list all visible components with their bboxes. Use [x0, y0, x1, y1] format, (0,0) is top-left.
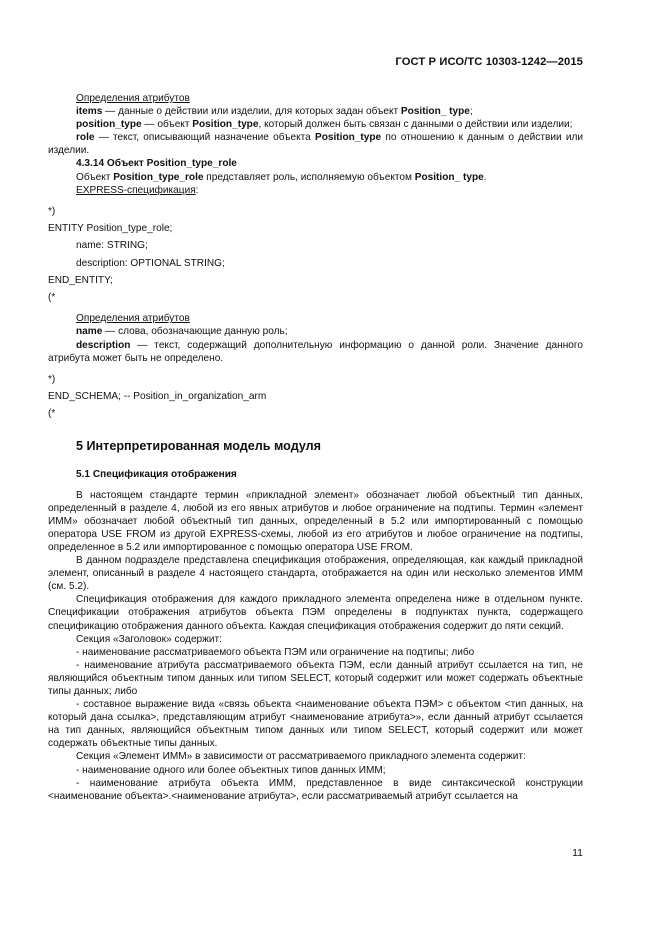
paragraph: В настоящем стандарте термин «прикладной элемент» обозначает любой объектный тип данных, определенный в разделе 4, любой из его явных атрибутов и любое ограничение на подтипы. Термин «элемент ИММ» обозначает любой объектный тип данных, определенный в 5.2 или импортированный с помощью оператора USE FROM из другой EXPRESS-схемы, любой из его атрибутов и любое ограничение на подтипы, определенное в 5.2 или импортированное с помощью оператора USE FROM.	[48, 489, 583, 553]
page-number: 11	[572, 847, 583, 859]
document-body	[48, 92, 583, 803]
code-line: name: STRING;	[76, 240, 148, 252]
paragraph: В данном подразделе представлена спецификация отображения, определяющая, как каждый прикладной элемент, описанный в разделе 4 настоящего стандарта, отображается на один или несколько элементов ИММ (см. 5.2).	[48, 555, 583, 593]
document-header: ГОСТ Р ИСО/ТС 10303-1242—2015	[395, 56, 583, 68]
code-line: (*	[48, 408, 56, 420]
attribute-items: items — данные о действии или изделии, для которых задан объект Position_ type;	[76, 106, 473, 118]
code-line: *)	[48, 206, 56, 218]
paragraph: Секция «Заголовок» содержит:	[76, 633, 222, 645]
attribute-role: role — текст, описывающий назначение объекта Position_type по отношению к данным о действии или изделии.	[48, 132, 583, 157]
entity-description: Объект Position_type_role представляет роль, исполняемую объектом Position_ type.	[76, 171, 487, 183]
attribute-name: name — слова, обозначающие данную роль;	[76, 326, 288, 338]
section-heading-4-3-14: 4.3.14 Объект Position_type_role	[76, 158, 237, 170]
code-line: END_SCHEMA; -- Position_in_organization_arm	[48, 391, 267, 403]
list-item: - наименование рассматриваемого объекта ПЭМ или ограничение на подтипы; либо	[76, 646, 475, 658]
list-item: - наименование атрибута рассматриваемого объекта ПЭМ, если данный атрибут ссылается на тип, не являющийся объектным типом данных или типом SELECT, который содержит или может содержать объектные типы данных; либо	[48, 659, 583, 697]
code-line: ENTITY Position_type_role;	[48, 223, 173, 235]
paragraph: Спецификация отображения для каждого прикладного элемента определена ниже в отдельном пункте. Спецификации отображения атрибутов объекта ПЭМ определены в подпунктах пункта, содержащего спецификацию отображения данного объекта. Каждая спецификация отображения содержит до пяти секций.	[48, 594, 583, 632]
section-heading-5-1: 5.1 Спецификация отображения	[76, 469, 237, 481]
express-spec-label: EXPRESS-спецификация:	[76, 184, 199, 196]
code-line: (*	[48, 291, 56, 303]
section-heading-5: 5 Интерпретированная модель модуля	[76, 439, 322, 454]
attribute-position-type: position_type — объект Position_type, который должен быть связан с данными о действии или изделии;	[76, 119, 573, 131]
paragraph: Секция «Элемент ИММ» в зависимости от рассматриваемого прикладного элемента содержит:	[76, 751, 526, 763]
attributes-heading-2: Определения атрибутов	[76, 313, 190, 325]
code-line: *)	[48, 374, 56, 386]
attribute-description: description — текст, содержащий дополнительную информацию о данной роли. Значение данного атрибута может быть не определено.	[48, 339, 583, 364]
list-item: - наименование атрибута объекта ИММ, представленное в виде синтаксической конструкции <наименование объекта>.<наименование атрибута>, если рассматриваемый атрибут ссылается на	[48, 777, 583, 802]
list-item: - наименование одного или более объектных типов данных ИММ;	[76, 764, 386, 776]
attributes-heading-1: Определения атрибутов	[76, 93, 190, 104]
code-line: END_ENTITY;	[48, 274, 113, 286]
list-item: - составное выражение вида «связь объекта <наименование объекта ПЭМ> с объектом <тип данных, на который дана ссылка>, представляющим атрибут <наименование атрибута>», если данный атрибут ссылается на тип данных, являющийся объектным типом данных или типом SELECT, который содержит или может содержать объектные типы данных.	[48, 699, 583, 750]
code-line: description: OPTIONAL STRING;	[76, 257, 225, 269]
